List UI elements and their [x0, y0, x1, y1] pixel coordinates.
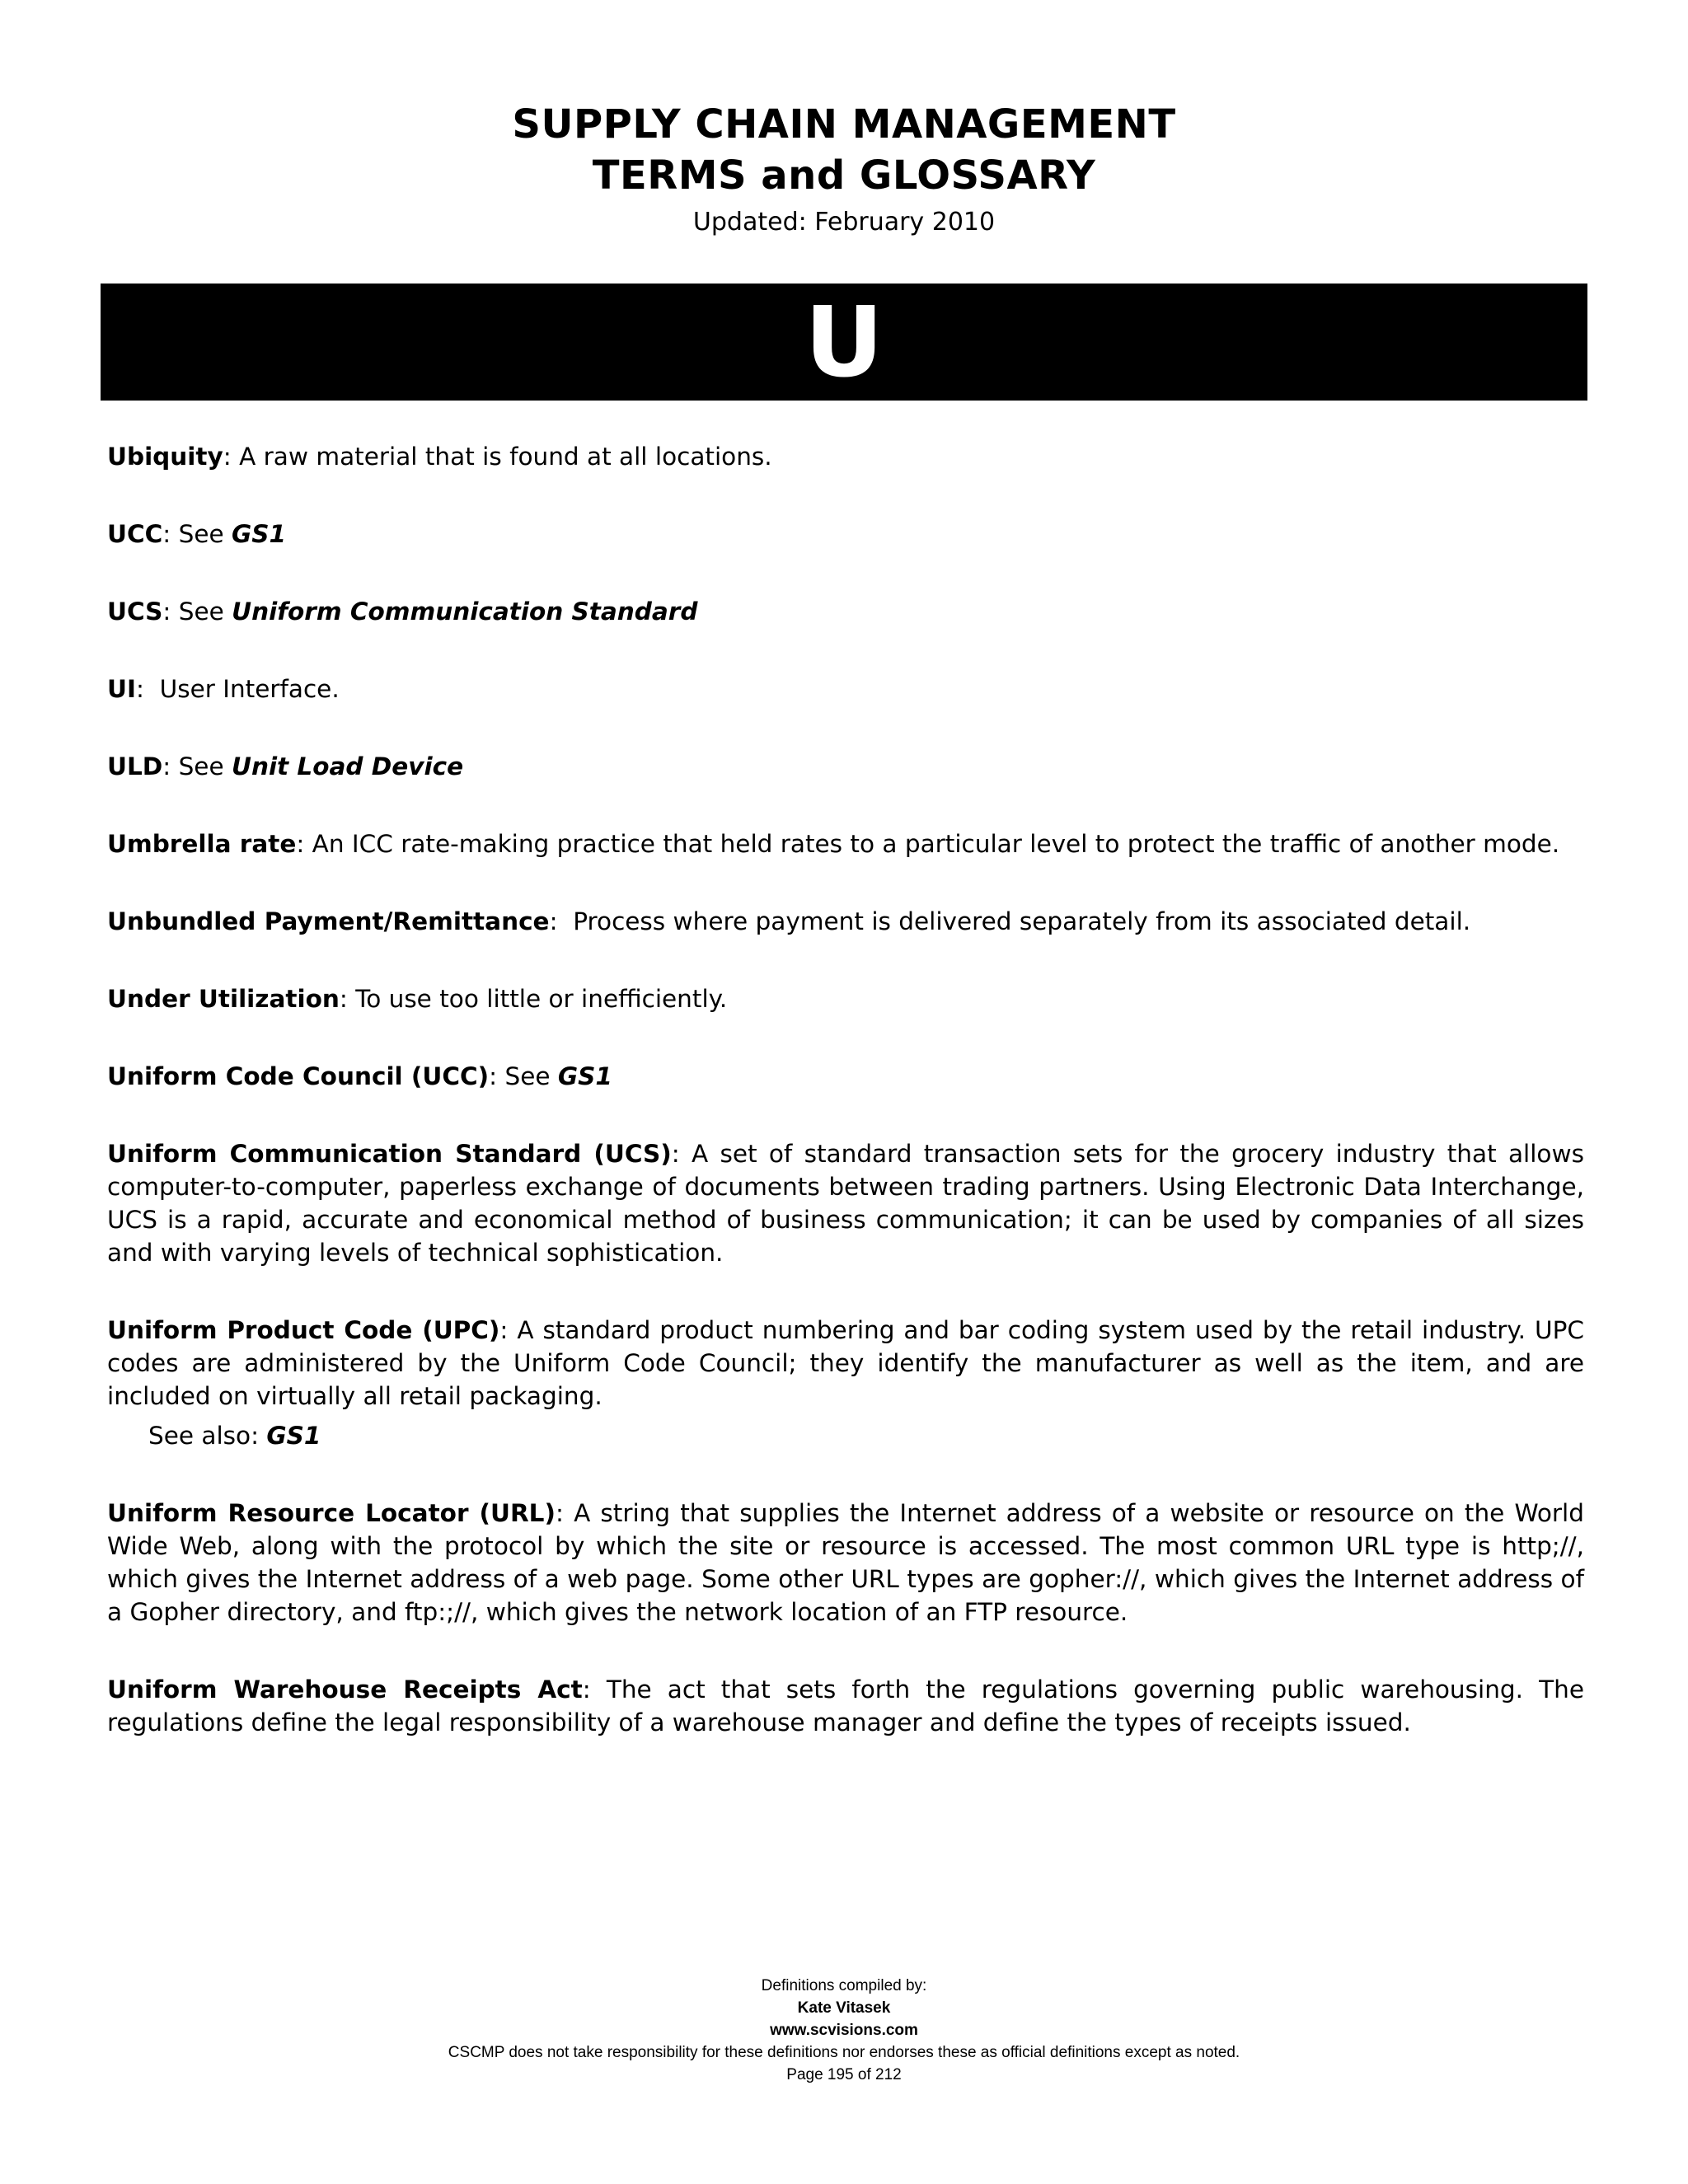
glossary-entries [107, 440, 1584, 1783]
cross-reference-link[interactable]: Uniform Communication Standard [232, 598, 698, 626]
glossary-entry-umbrella-rate [107, 827, 1584, 860]
entry-definition: See [178, 598, 232, 626]
entry-definition: A set of standard transaction sets for the grocery industry that allows computer-to-computer, paperless exchange of documents between trading partners. Using Electronic Data Interchange, UCS is a rapid, accurate and economical method of business communication; it can be used by companies of all sizes and with varying levels of technical sophistication. [107, 1140, 1584, 1267]
entry-separator: : [555, 1499, 574, 1527]
entry-separator: : [162, 520, 179, 548]
footer-disclaimer: CSCMP does not take responsibility for these definitions nor endorses these as official definitions except as noted. [448, 2044, 1240, 2061]
entry-definition: To use too little or inefficiently. [355, 985, 728, 1013]
section-letter: U [804, 285, 884, 399]
glossary-entry-uniform-product-code [107, 1314, 1584, 1413]
cross-reference-link[interactable]: Unit Load Device [231, 752, 464, 780]
entry-definition: Process where payment is delivered separately from its associated detail. [573, 907, 1471, 935]
glossary-entry-ui [107, 673, 1584, 705]
see-also-reference [107, 1419, 1584, 1452]
entry-separator: : [582, 1675, 607, 1704]
glossary-entry-uniform-code-council [107, 1060, 1584, 1093]
entry-term: Under Utilization [107, 985, 340, 1013]
entry-term: Uniform Code Council (UCC) [107, 1062, 490, 1090]
entry-definition: See [504, 1062, 558, 1090]
entry-definition: See [178, 520, 232, 548]
entry-term: Ubiquity [107, 443, 223, 471]
entry-term: ULD [107, 752, 163, 780]
updated-date: Updated: February 2010 [692, 208, 996, 237]
entry-separator: : [296, 830, 312, 858]
entry-term: Unbundled Payment/Remittance [107, 907, 550, 935]
entry-separator: : [499, 1316, 518, 1344]
entry-definition: A standard product numbering and bar coding system used by the retail industry. UPC codes are administered by the Uniform Code Council; they identify the manufacturer as well as the item, and are included on virtually all retail packaging. [107, 1316, 1584, 1410]
cross-reference-link[interactable]: GS1 [232, 520, 286, 548]
glossary-entry-ucs [107, 595, 1584, 628]
document-title-line-2: TERMS and GLOSSARY [592, 152, 1096, 199]
entry-term: Uniform Communication Standard (UCS) [107, 1140, 672, 1168]
entry-term: Uniform Product Code (UPC) [107, 1316, 500, 1344]
cross-reference-link[interactable]: GS1 [557, 1062, 612, 1090]
document-title-line-1: SUPPLY CHAIN MANAGEMENT [512, 101, 1176, 148]
entry-separator: : [339, 985, 356, 1013]
document-header [0, 99, 1688, 241]
glossary-entry-uld [107, 750, 1584, 783]
entry-separator: : [489, 1062, 505, 1090]
glossary-entry-ubiquity [107, 440, 1584, 473]
entry-term: Uniform Warehouse Receipts Act [107, 1675, 583, 1704]
entry-term: Uniform Resource Locator (URL) [107, 1499, 556, 1527]
entry-definition: A raw material that is found at all locations. [239, 443, 772, 471]
footer-page-number: Page 195 of 212 [786, 2066, 902, 2083]
entry-definition: The act that sets forth the regulations governing public warehousing. The regulations define the legal responsibility of a warehouse manager and define the types of receipts issued. [107, 1675, 1584, 1736]
glossary-entry-uniform-resource-locator [107, 1497, 1584, 1629]
footer-compiled-by: Definitions compiled by: [761, 1977, 927, 1994]
glossary-entry-under-utilization [107, 982, 1584, 1015]
page-footer [0, 1975, 1688, 2086]
entry-definition: A string that supplies the Internet address of a website or resource on the World Wide Web, along with the protocol by which the site or resource is accessed. The most common URL type is http;//, which gives the Internet address of a web page. Some other URL types are gopher://, which gives the Internet address of a Gopher directory, and ftp:;//, which gives the network location of an FTP resource. [107, 1499, 1584, 1626]
entry-term: Umbrella rate [107, 830, 297, 858]
entry-term: UCS [107, 598, 163, 626]
entry-definition: See [178, 752, 232, 780]
entry-term: UI [107, 675, 136, 703]
entry-separator: : [135, 675, 160, 703]
glossary-entry-uniform-communication-standard [107, 1137, 1584, 1269]
see-also-label: See also: [148, 1422, 267, 1450]
glossary-entry-unbundled-payment [107, 905, 1584, 938]
footer-author: Kate Vitasek [797, 1999, 891, 2017]
entry-definition: An ICC rate-making practice that held rates to a particular level to protect the traffic of another mode. [312, 830, 1560, 858]
glossary-entry-ucc [107, 518, 1584, 551]
entry-separator: : [162, 752, 179, 780]
entry-separator: : [162, 598, 179, 626]
footer-website-link[interactable]: www.scvisions.com [770, 2022, 918, 2039]
entry-separator: : [671, 1140, 692, 1168]
entry-term: UCC [107, 520, 163, 548]
entry-separator: : [549, 907, 574, 935]
entry-definition: User Interface. [159, 675, 340, 703]
glossary-entry-uniform-warehouse-receipts-act [107, 1673, 1584, 1739]
cross-reference-link[interactable]: GS1 [266, 1422, 321, 1450]
section-letter-banner [101, 284, 1587, 401]
entry-separator: : [223, 443, 240, 471]
